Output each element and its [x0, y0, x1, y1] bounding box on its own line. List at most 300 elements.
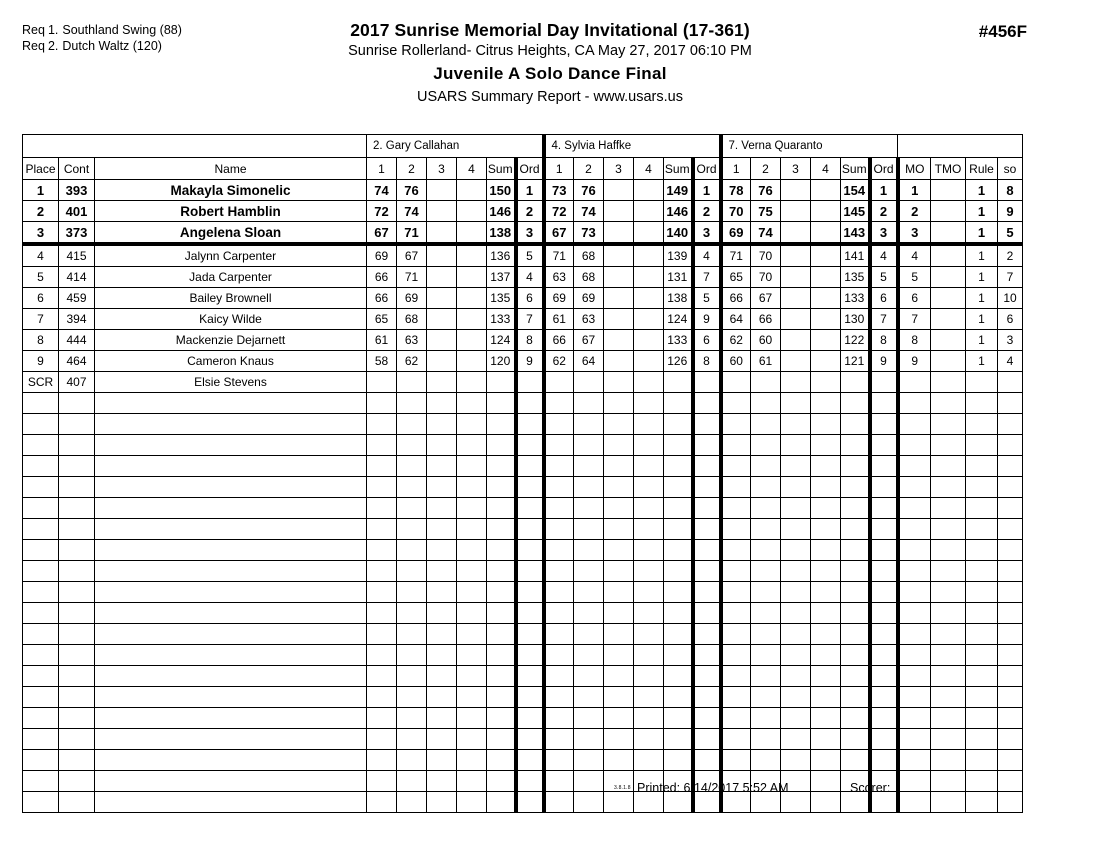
cell-judge2-s2: 68: [574, 267, 604, 288]
cell-judge3-sum: 145: [841, 201, 870, 222]
cell-judge2-s1: 67: [544, 222, 574, 245]
cell-judge2-blank: [634, 561, 664, 582]
cell-judge1-s1: 66: [367, 288, 397, 309]
cell-judge1-s4: [457, 222, 487, 245]
cell-judge1-blank: [427, 729, 457, 750]
cell-judge3-blank: [751, 561, 781, 582]
cell-judge2-blank: [664, 414, 693, 435]
results-table: [22, 134, 1023, 813]
cell-rule: [966, 435, 998, 456]
cell-tmo: [931, 792, 966, 813]
cell-judge2-blank: [693, 435, 721, 456]
table-row-blank: [23, 456, 1023, 477]
cell-judge1-s4: [457, 267, 487, 288]
table-row: [23, 372, 1023, 393]
cell-judge1-blank: [487, 498, 516, 519]
cell-judge2-blank: [634, 645, 664, 666]
cell-judge1-ord: 5: [516, 244, 544, 267]
cell-judge2-blank: [544, 498, 574, 519]
cell-judge2-blank: [664, 456, 693, 477]
cell-judge2-blank: [693, 498, 721, 519]
cell-judge3-blank: [841, 687, 870, 708]
cell-judge2-blank: [634, 666, 664, 687]
cell-judge2-blank: [544, 414, 574, 435]
cell-rule: [966, 687, 998, 708]
cell-judge3-sum: 130: [841, 309, 870, 330]
cell-judge2-s2: [574, 372, 604, 393]
cell-judge3-blank: [811, 519, 841, 540]
cell-tmo: [931, 561, 966, 582]
cell-judge3-ord: 3: [870, 222, 898, 245]
cell-judge2-blank: [604, 498, 634, 519]
cell-mo: 3: [898, 222, 931, 245]
cell-judge2-blank: [574, 624, 604, 645]
cell-judge1-blank: [457, 477, 487, 498]
cell-judge1-s3: [427, 180, 457, 201]
cell-mo: [898, 561, 931, 582]
table-row: [23, 180, 1023, 201]
cell-judge1-blank: [427, 687, 457, 708]
cell-tmo: [931, 582, 966, 603]
cell-judge3-s2: 60: [751, 330, 781, 351]
cell-rule: 1: [966, 288, 998, 309]
cell-judge1-blank: [457, 666, 487, 687]
cell-judge2-blank: [634, 729, 664, 750]
cell-judge1-blank: [397, 750, 427, 771]
cell-place: [23, 477, 59, 498]
cell-judge1-blank: [367, 645, 397, 666]
cell-judge2-s3: [604, 201, 634, 222]
cell-judge2-blank: [574, 540, 604, 561]
cell-judge1-blank: [427, 393, 457, 414]
cell-name: [95, 477, 367, 498]
cell-judge2-blank: [574, 792, 604, 813]
cell-judge3-blank: [721, 414, 751, 435]
cell-mo: [898, 645, 931, 666]
cell-judge3-s3: [781, 330, 811, 351]
cell-judge1-blank: [367, 477, 397, 498]
cell-rule: 1: [966, 222, 998, 245]
cell-judge2-sum: [664, 372, 693, 393]
cell-judge1-blank: [516, 666, 544, 687]
cell-so: [998, 771, 1023, 792]
table-row: [23, 222, 1023, 245]
cell-judge3-s4: [811, 309, 841, 330]
cell-judge3-s2: 66: [751, 309, 781, 330]
cell-judge1-sum: [487, 372, 516, 393]
cell-judge3-s4: [811, 222, 841, 245]
cell-judge3-blank: [751, 708, 781, 729]
cell-judge2-blank: [574, 435, 604, 456]
cell-judge3-blank: [751, 435, 781, 456]
table-row-blank: [23, 498, 1023, 519]
cell-mo: [898, 771, 931, 792]
cell-judge1-blank: [487, 477, 516, 498]
cell-judge3-blank: [811, 750, 841, 771]
cell-judge2-blank: [693, 477, 721, 498]
cell-cont: [59, 519, 95, 540]
header-judge2-sum: Sum: [664, 158, 693, 180]
cell-judge1-blank: [427, 750, 457, 771]
cell-judge1-blank: [427, 540, 457, 561]
cell-tmo: [931, 477, 966, 498]
cell-name: [95, 645, 367, 666]
requirement-label: Req: [22, 23, 45, 37]
cell-judge3-blank: [751, 456, 781, 477]
cell-judge3-blank: [870, 582, 898, 603]
cell-judge2-s2: 64: [574, 351, 604, 372]
cell-judge2-blank: [693, 519, 721, 540]
cell-judge3-blank: [870, 624, 898, 645]
cell-judge2-sum: 146: [664, 201, 693, 222]
cell-judge2-blank: [574, 750, 604, 771]
cell-judge3-s3: [781, 244, 811, 267]
cell-so: 5: [998, 222, 1023, 245]
cell-judge1-ord: 4: [516, 267, 544, 288]
cell-judge3-s3: [781, 267, 811, 288]
cell-judge2-s1: 73: [544, 180, 574, 201]
header-judge1-j3: 3: [427, 158, 457, 180]
cell-tmo: [931, 498, 966, 519]
cell-judge1-blank: [487, 456, 516, 477]
cell-judge2-blank: [544, 666, 574, 687]
cell-tmo: [931, 351, 966, 372]
cell-rule: [966, 519, 998, 540]
cell-name: [95, 435, 367, 456]
cell-mo: [898, 372, 931, 393]
version-label: 3.8.1.8: [614, 785, 631, 791]
judge-name-header: 2. Gary Callahan: [367, 135, 544, 158]
cell-judge1-blank: [457, 708, 487, 729]
cell-judge3-s4: [811, 180, 841, 201]
cell-judge3-blank: [751, 540, 781, 561]
cell-judge2-s2: 68: [574, 244, 604, 267]
table-row: [23, 288, 1023, 309]
cell-name: [95, 624, 367, 645]
cell-judge3-sum: 122: [841, 330, 870, 351]
table-row: [23, 309, 1023, 330]
cell-place: 3: [23, 222, 59, 245]
cell-judge2-blank: [544, 624, 574, 645]
cell-judge3-s3: [781, 309, 811, 330]
cell-so: [998, 603, 1023, 624]
cell-judge2-blank: [604, 456, 634, 477]
scorer-label: Scorer:: [850, 781, 891, 795]
cell-judge3-ord: 2: [870, 201, 898, 222]
cell-judge1-blank: [487, 540, 516, 561]
cell-judge1-blank: [367, 771, 397, 792]
cell-judge2-blank: [664, 519, 693, 540]
cell-tmo: [931, 708, 966, 729]
cell-place: [23, 498, 59, 519]
cell-judge3-blank: [751, 645, 781, 666]
cell-judge2-blank: [574, 456, 604, 477]
cell-judge2-blank: [604, 414, 634, 435]
cell-judge2-s4: [634, 309, 664, 330]
cell-tmo: [931, 393, 966, 414]
cell-name: Bailey Brownell: [95, 288, 367, 309]
cell-judge2-s3: [604, 351, 634, 372]
cell-rule: [966, 372, 998, 393]
cell-judge1-blank: [367, 792, 397, 813]
cell-so: [998, 729, 1023, 750]
cell-judge2-s2: 69: [574, 288, 604, 309]
cell-judge2-blank: [544, 540, 574, 561]
cell-judge2-sum: 126: [664, 351, 693, 372]
cell-judge3-blank: [870, 456, 898, 477]
cell-judge1-blank: [457, 435, 487, 456]
cell-judge1-blank: [367, 435, 397, 456]
cell-judge2-s3: [604, 180, 634, 201]
cell-judge3-blank: [751, 603, 781, 624]
cell-judge2-blank: [664, 708, 693, 729]
cell-judge2-blank: [664, 666, 693, 687]
cell-rule: [966, 498, 998, 519]
cell-judge1-s3: [427, 201, 457, 222]
cell-judge3-s1: 78: [721, 180, 751, 201]
cell-judge2-blank: [664, 603, 693, 624]
cell-judge2-blank: [544, 435, 574, 456]
cell-judge2-blank: [634, 582, 664, 603]
cell-judge1-s1: 58: [367, 351, 397, 372]
cell-judge2-blank: [604, 393, 634, 414]
cell-judge2-sum: 140: [664, 222, 693, 245]
cell-judge3-blank: [781, 708, 811, 729]
cell-rule: 1: [966, 180, 998, 201]
cell-judge3-blank: [841, 519, 870, 540]
cell-judge2-s2: 63: [574, 309, 604, 330]
cell-judge3-blank: [781, 435, 811, 456]
cell-judge2-blank: [574, 729, 604, 750]
banner-spacer: [23, 135, 367, 158]
cell-judge3-blank: [781, 456, 811, 477]
cell-rule: [966, 477, 998, 498]
cell-cont: 393: [59, 180, 95, 201]
cell-judge2-ord: 4: [693, 244, 721, 267]
cell-mo: [898, 687, 931, 708]
cell-judge1-blank: [457, 687, 487, 708]
cell-judge1-blank: [487, 603, 516, 624]
table-row-blank: [23, 393, 1023, 414]
cell-judge1-blank: [397, 456, 427, 477]
table-row: [23, 201, 1023, 222]
cell-judge2-blank: [634, 519, 664, 540]
cell-judge2-blank: [544, 645, 574, 666]
cell-rule: [966, 645, 998, 666]
cell-judge3-s1: 66: [721, 288, 751, 309]
cell-judge1-s4: [457, 330, 487, 351]
cell-judge3-blank: [841, 666, 870, 687]
cell-judge2-s1: 69: [544, 288, 574, 309]
cell-judge2-blank: [544, 582, 574, 603]
cell-judge2-blank: [664, 477, 693, 498]
cell-judge1-s2: [397, 372, 427, 393]
cell-judge2-blank: [693, 687, 721, 708]
cell-judge1-blank: [457, 393, 487, 414]
cell-cont: [59, 624, 95, 645]
table-row-blank: [23, 519, 1023, 540]
cell-cont: [59, 708, 95, 729]
event-title: Juvenile A Solo Dance Final: [433, 64, 667, 83]
cell-rule: [966, 540, 998, 561]
cell-judge2-blank: [544, 393, 574, 414]
cell-judge3-blank: [751, 729, 781, 750]
cell-judge2-ord: 8: [693, 351, 721, 372]
cell-judge2-blank: [693, 645, 721, 666]
cell-judge1-s1: 66: [367, 267, 397, 288]
cell-judge2-blank: [574, 708, 604, 729]
cell-judge2-s3: [604, 330, 634, 351]
cell-judge1-blank: [516, 792, 544, 813]
cell-judge2-blank: [574, 603, 604, 624]
cell-judge1-blank: [427, 666, 457, 687]
cell-place: [23, 603, 59, 624]
cell-rule: [966, 561, 998, 582]
cell-judge1-blank: [367, 456, 397, 477]
cell-judge2-s3: [604, 244, 634, 267]
cell-mo: 4: [898, 244, 931, 267]
cell-judge2-s2: 74: [574, 201, 604, 222]
cell-judge3-blank: [721, 561, 751, 582]
cell-judge1-s3: [427, 372, 457, 393]
cell-judge1-blank: [457, 582, 487, 603]
cell-so: 6: [998, 309, 1023, 330]
cell-judge2-ord: 9: [693, 309, 721, 330]
cell-tmo: [931, 519, 966, 540]
cell-judge3-blank: [811, 771, 841, 792]
cell-judge3-blank: [811, 582, 841, 603]
cell-judge2-blank: [544, 456, 574, 477]
requirement-number: 1.: [47, 23, 59, 37]
cell-mo: 9: [898, 351, 931, 372]
header-judge3-ord: Ord: [870, 158, 898, 180]
cell-judge2-blank: [664, 435, 693, 456]
cell-judge2-blank: [664, 498, 693, 519]
cell-judge1-blank: [367, 582, 397, 603]
cell-so: 10: [998, 288, 1023, 309]
cell-judge1-blank: [516, 771, 544, 792]
table-row-blank: [23, 666, 1023, 687]
header-judge2-j2: 2: [574, 158, 604, 180]
cell-place: [23, 771, 59, 792]
cell-judge3-ord: [870, 372, 898, 393]
cell-judge3-blank: [781, 603, 811, 624]
cell-judge2-blank: [634, 435, 664, 456]
cell-judge1-sum: 146: [487, 201, 516, 222]
cell-judge3-blank: [721, 687, 751, 708]
cell-judge3-s2: 70: [751, 267, 781, 288]
cell-judge1-blank: [516, 687, 544, 708]
cell-judge1-sum: 150: [487, 180, 516, 201]
venue-datetime: Sunrise Rollerland- Citrus Heights, CA May 27, 2017 06:10 PM: [348, 43, 752, 59]
cell-judge1-blank: [427, 456, 457, 477]
cell-judge2-s4: [634, 351, 664, 372]
cell-judge1-s2: 68: [397, 309, 427, 330]
cell-judge2-ord: 7: [693, 267, 721, 288]
cell-judge2-s1: 63: [544, 267, 574, 288]
header-judge2-j1: 1: [544, 158, 574, 180]
cell-judge2-blank: [693, 624, 721, 645]
header-judge1-j4: 4: [457, 158, 487, 180]
cell-judge2-s1: 62: [544, 351, 574, 372]
cell-judge2-s2: 73: [574, 222, 604, 245]
cell-judge2-blank: [604, 561, 634, 582]
cell-judge1-blank: [397, 519, 427, 540]
cell-judge3-blank: [721, 582, 751, 603]
title-block: [0, 20, 1100, 108]
header-so: so: [998, 158, 1023, 180]
header-judge1-j2: 2: [397, 158, 427, 180]
cell-judge2-ord: 1: [693, 180, 721, 201]
cell-cont: [59, 729, 95, 750]
cell-judge1-blank: [516, 729, 544, 750]
cell-judge2-blank: [604, 750, 634, 771]
cell-judge3-blank: [721, 498, 751, 519]
cell-judge2-blank: [664, 561, 693, 582]
cell-name: Mackenzie Dejarnett: [95, 330, 367, 351]
cell-judge2-blank: [693, 729, 721, 750]
cell-so: [998, 498, 1023, 519]
cell-judge3-blank: [781, 414, 811, 435]
cell-mo: [898, 582, 931, 603]
cell-judge3-s3: [781, 180, 811, 201]
cell-judge3-blank: [751, 498, 781, 519]
cell-judge1-blank: [487, 771, 516, 792]
cell-mo: [898, 708, 931, 729]
cell-mo: 5: [898, 267, 931, 288]
cell-judge2-blank: [634, 540, 664, 561]
cell-judge3-blank: [721, 645, 751, 666]
cell-name: Angelena Sloan: [95, 222, 367, 245]
header-judge2-ord: Ord: [693, 158, 721, 180]
cell-judge3-s1: 70: [721, 201, 751, 222]
cell-so: [998, 477, 1023, 498]
cell-name: Robert Hamblin: [95, 201, 367, 222]
cell-place: [23, 561, 59, 582]
cell-judge1-blank: [516, 393, 544, 414]
cell-cont: 407: [59, 372, 95, 393]
cell-judge2-blank: [634, 498, 664, 519]
cell-judge3-blank: [870, 666, 898, 687]
requirement-text: Southland Swing (88): [62, 23, 182, 37]
table-row-blank: [23, 414, 1023, 435]
cell-judge2-s4: [634, 244, 664, 267]
cell-name: [95, 666, 367, 687]
cell-judge3-sum: 154: [841, 180, 870, 201]
cell-judge1-blank: [487, 750, 516, 771]
cell-tmo: [931, 540, 966, 561]
cell-judge2-blank: [664, 393, 693, 414]
cell-tmo: [931, 687, 966, 708]
cell-judge3-ord: 7: [870, 309, 898, 330]
cell-name: Kaicy Wilde: [95, 309, 367, 330]
table-row-blank: [23, 687, 1023, 708]
cell-judge2-blank: [544, 792, 574, 813]
cell-judge1-blank: [516, 435, 544, 456]
cell-mo: [898, 603, 931, 624]
cell-judge3-blank: [751, 414, 781, 435]
cell-name: [95, 414, 367, 435]
cell-judge2-blank: [544, 708, 574, 729]
cell-name: [95, 708, 367, 729]
cell-judge1-s1: 74: [367, 180, 397, 201]
cell-judge3-blank: [751, 666, 781, 687]
cell-place: [23, 435, 59, 456]
cell-judge3-s4: [811, 288, 841, 309]
cell-judge3-blank: [811, 666, 841, 687]
cell-judge2-s4: [634, 372, 664, 393]
cell-judge1-blank: [367, 687, 397, 708]
